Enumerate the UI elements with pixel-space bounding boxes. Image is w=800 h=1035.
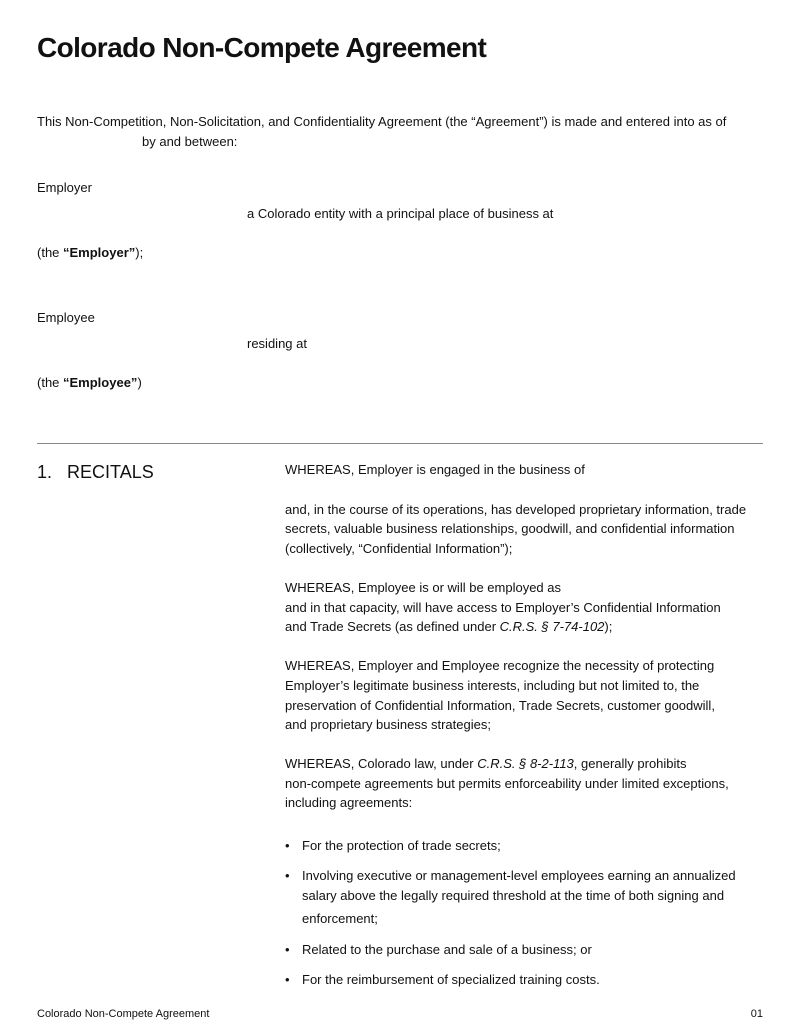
text: WHEREAS, Colorado law, under <box>285 756 478 771</box>
recital-line: and proprietary business strategies; <box>285 717 491 732</box>
recital-line: including agreements: <box>285 795 413 810</box>
recital-line: WHEREAS, Employer is engaged in the business of <box>285 462 585 477</box>
recital-line: Employer’s legitimate business interests, including but not limited to, the <box>285 678 700 693</box>
employee-label: Employee <box>37 310 95 325</box>
recital-line: WHEREAS, Employer and Employee recognize the necessity of protecting <box>285 658 715 673</box>
recital-line: and in that capacity, will have access to Employer’s Confidential Information <box>285 600 721 615</box>
bullet-marker: • <box>285 942 290 957</box>
def-term: “Employee” <box>63 375 138 390</box>
text: ); <box>604 619 613 634</box>
bullet-marker: • <box>285 972 290 987</box>
intro-line-2: by and between: <box>142 134 238 149</box>
def-text: ) <box>137 375 142 390</box>
recital-line: non-compete agreements but permits enforceability under limited exceptions, <box>285 776 729 791</box>
def-text: (the <box>37 375 64 390</box>
employer-label: Employer <box>37 180 92 195</box>
def-term: “Employer” <box>63 245 136 260</box>
text: and Trade Secrets (as defined under <box>285 619 500 634</box>
recital-line: WHEREAS, Employee is or will be employed as <box>285 580 561 595</box>
footer-page-number: 01 <box>750 1008 763 1020</box>
bullet-marker: • <box>285 838 290 853</box>
def-text: (the <box>37 245 64 260</box>
bullet-item-cont: enforcement; <box>302 911 378 926</box>
statute-citation: C.R.S. § 8-2-113 <box>477 756 574 771</box>
section-heading <box>37 461 154 483</box>
bullet-item: Involving executive or management-level employees earning an annualized <box>302 868 736 883</box>
def-text: ); <box>135 245 144 260</box>
recital-line <box>285 755 687 773</box>
statute-citation: C.R.S. § 7-74-102 <box>499 619 605 634</box>
recital-line: preservation of Confidential Information, Trade Secrets, customer goodwill, <box>285 698 715 713</box>
section-title: RECITALS <box>67 462 154 482</box>
employer-definition <box>37 244 143 262</box>
recital-line: (collectively, “Confidential Information”); <box>285 541 513 556</box>
employer-description: a Colorado entity with a principal place of business at <box>247 206 554 221</box>
footer-document-name: Colorado Non-Compete Agreement <box>37 1008 210 1020</box>
bullet-item: Related to the purchase and sale of a business; or <box>302 942 592 957</box>
bullet-item: For the reimbursement of specialized training costs. <box>302 972 600 987</box>
intro-line-1: This Non-Competition, Non-Solicitation, and Confidentiality Agreement (the “Agreement”) is made and entered into as of <box>37 114 727 129</box>
section-number: 1. <box>37 462 53 482</box>
section-divider <box>37 443 763 444</box>
recital-line: and, in the course of its operations, has developed proprietary information, trade <box>285 502 747 517</box>
bullet-item-cont: salary above the legally required threshold at the time of both signing and <box>302 888 725 903</box>
employee-definition <box>37 374 142 392</box>
recital-line <box>285 618 612 636</box>
employee-description: residing at <box>247 336 307 351</box>
recital-line: secrets, valuable business relationships, goodwill, and confidential information <box>285 521 735 536</box>
text: , generally prohibits <box>573 756 687 771</box>
bullet-item: For the protection of trade secrets; <box>302 838 501 853</box>
page-title: Colorado Non-Compete Agreement <box>37 32 487 63</box>
bullet-marker: • <box>285 868 290 883</box>
